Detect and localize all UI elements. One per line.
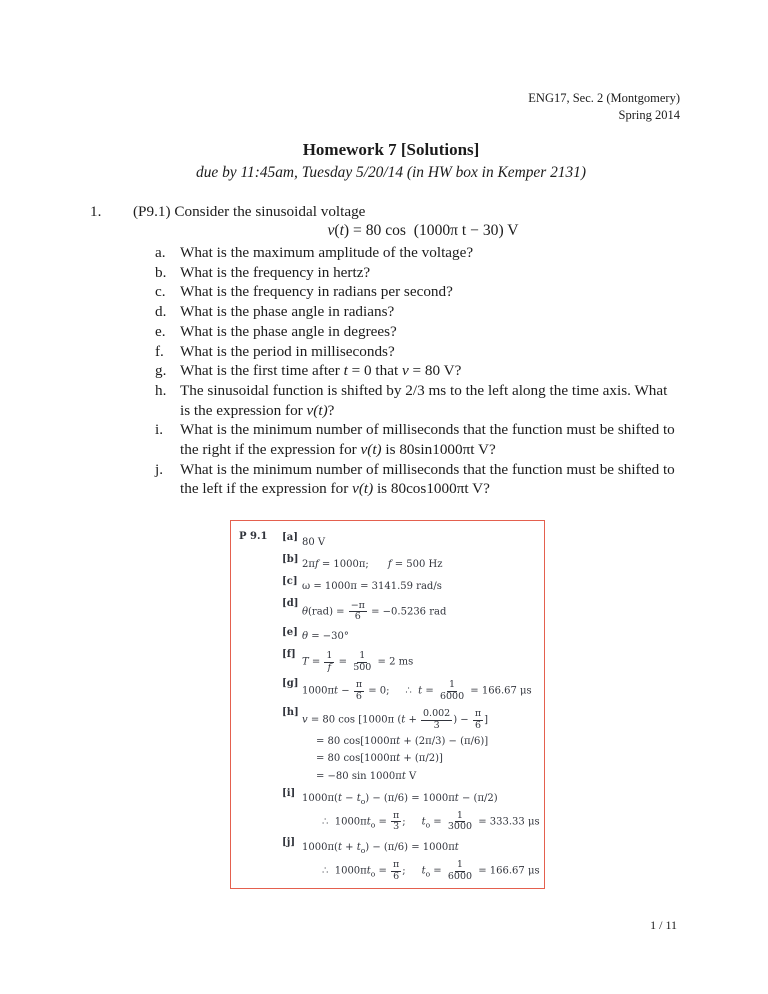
solution-lines [302,707,540,786]
part-text: The sinusoidal function is shifted by 2/3 ms to the left along the time axis. What is the expression for v(t)? [180,381,668,419]
part-text: What is the maximum amplitude of the voltage? [180,244,474,261]
problem-part [155,460,679,499]
solution-math-line: T = $\frac{1}{f}$ = $\frac{1}{500}$ = 2 ms [302,650,414,673]
solution-row [282,707,540,786]
problem-part [155,361,679,381]
solution-lines [302,788,540,835]
problem-part [155,342,679,362]
solution-lines [302,576,540,596]
fraction: $\frac{1}{500}$ [353,650,372,673]
fraction: $\frac{1}{6000}$ [447,859,473,882]
fraction: $\frac{\pi}{6}$ [355,679,363,702]
solution-part-tag: [e] [282,626,298,638]
solution-lines [302,532,540,552]
solution-part-tag: [f] [282,648,296,660]
solution-math-line: 80 V [302,536,326,548]
solution-part-tag: [j] [282,837,296,849]
part-text: What is the minimum number of milliseconds that the function must be shifted to the left if the expression for v(t) is 80cos1000πt V? [180,460,675,498]
solution-lines [302,678,540,705]
solution-math-line: = 80 cos[1000πt + (2π/3) − (π/6)] [316,735,489,747]
course-info: ENG17, Sec. 2 (Montgomery) [528,91,680,105]
solution-rows [282,532,540,885]
fraction: $\frac{1}{f}$ [326,650,333,673]
solution-row [282,627,540,647]
part-letter: h. [155,381,167,399]
due-date-line: due by 11:45am, Tuesday 5/20/14 (in HW box in Kemper 2131) [196,164,586,181]
problem-intro: (P9.1) Consider the sinusoidal voltage [133,203,366,220]
solution-part-tag: [g] [282,677,299,689]
problem-part [155,243,679,263]
fraction: $\frac{1}{3000}$ [447,810,473,833]
problem-part [155,420,679,459]
solution-lines [302,649,540,676]
part-letter: g. [155,362,167,380]
solution-row [282,837,540,884]
part-letter: d. [155,303,167,321]
solution-math-line: = −80 sin 1000πt V [316,770,417,782]
part-letter: b. [155,263,167,281]
solution-math-line: ∴ $1000\pi t_o$ = $\frac{\pi}{3}$ ; $t_o$ = $\frac{1}{3000}$ = 333.33 μs [322,810,540,833]
question-parts-list [155,243,679,499]
solution-row [282,678,540,705]
fraction: $\frac{\pi}{3}$ [393,810,400,833]
page-title: Homework 7 [Solutions] [302,140,480,159]
solution-math-line: ∴ $1000\pi t_o$ = $\frac{\pi}{6}$ ; $t_o$ = $\frac{1}{6000}$ = 166.67 μs [322,859,540,882]
solution-math-line: $1000\pi(t - t_o) - (\pi/6) = 1000\pi t - (\pi/2)$ [302,792,498,806]
solution-row [282,532,540,552]
solution-lines [302,598,540,625]
problem-part [155,263,679,283]
solution-part-tag: [i] [282,788,296,799]
solution-row [282,554,540,574]
solution-math-line: v = 80 cos [1000π (t + $\frac{0.002}{3}$ ) − $\frac{\pi}{6}$ ] [302,708,489,731]
fraction: $\frac{0.002}{3}$ [423,708,451,731]
part-letter: a. [155,244,166,261]
part-text: What is the period in milliseconds? [180,342,395,360]
solution-lines [302,554,540,574]
term-info: Spring 2014 [618,108,680,122]
problem-number: 1. [90,203,102,220]
problem-part [155,282,679,302]
part-text: What is the frequency in radians per second? [180,283,453,301]
solution-math-line: θ = −30° [302,631,349,643]
solution-part-tag: [a] [282,532,298,543]
fraction: $\frac{\pi}{6}$ [393,859,400,882]
voltage-equation: v(t) = 80 cos (1000π t − 30) V [327,222,519,239]
part-text: What is the phase angle in degrees? [180,322,397,340]
solution-part-tag: [d] [282,598,299,609]
problem-part [155,322,679,342]
solution-math-line: = 80 cos[1000πt + (π/2)] [316,753,443,764]
part-text: What is the minimum number of milliseconds that the function must be shifted to the right if the expression for v(t) is 80sin1000πt V? [180,421,675,459]
solution-lines [302,627,540,647]
solution-math-line: 1000πt − $\frac{\pi}{6}$ = 0; ∴ t = $\frac{1}{6000}$ = 166.67 μs [302,679,532,702]
problem-heading [90,203,365,221]
solution-math-line: θ(rad) = $\frac{-\pi}{6}$ = −0.5236 rad [302,599,447,622]
part-letter: f. [155,342,164,360]
solution-part-tag: [h] [282,706,299,718]
page-number: 1 / 11 [650,918,677,932]
solution-row [282,788,540,835]
part-text: What is the phase angle in radians? [180,303,395,321]
part-letter: c. [155,283,166,301]
solution-math-line: ω = 1000π = 3141.59 rad/s [302,580,442,592]
problem-part [155,381,679,420]
solution-box [230,520,545,889]
part-text: What is the frequency in hertz? [180,263,371,281]
part-letter: e. [155,322,166,340]
solution-lines [302,837,540,884]
part-letter: j. [155,460,164,478]
solution-math-line: 2πf = 1000π; f = 500 Hz [302,558,443,570]
part-letter: i. [155,421,164,439]
solution-row [282,649,540,676]
solution-part-tag: [b] [282,554,299,565]
solution-part-tag: [c] [282,576,298,587]
header [528,90,680,124]
solution-row [282,576,540,596]
solution-row [282,598,540,625]
problem-part [155,302,679,322]
solution-problem-label: P 9.1 [239,531,268,542]
fraction: $\frac{\pi}{6}$ [474,708,482,731]
solution-math-line: $1000\pi(t + t_o) - (\pi/6) = 1000\pi t$ [302,841,459,855]
fraction: $\frac{1}{6000}$ [439,679,465,702]
part-text: What is the first time after t = 0 that v = 80 V? [180,362,462,380]
fraction: $\frac{-\pi}{6}$ [350,599,365,622]
